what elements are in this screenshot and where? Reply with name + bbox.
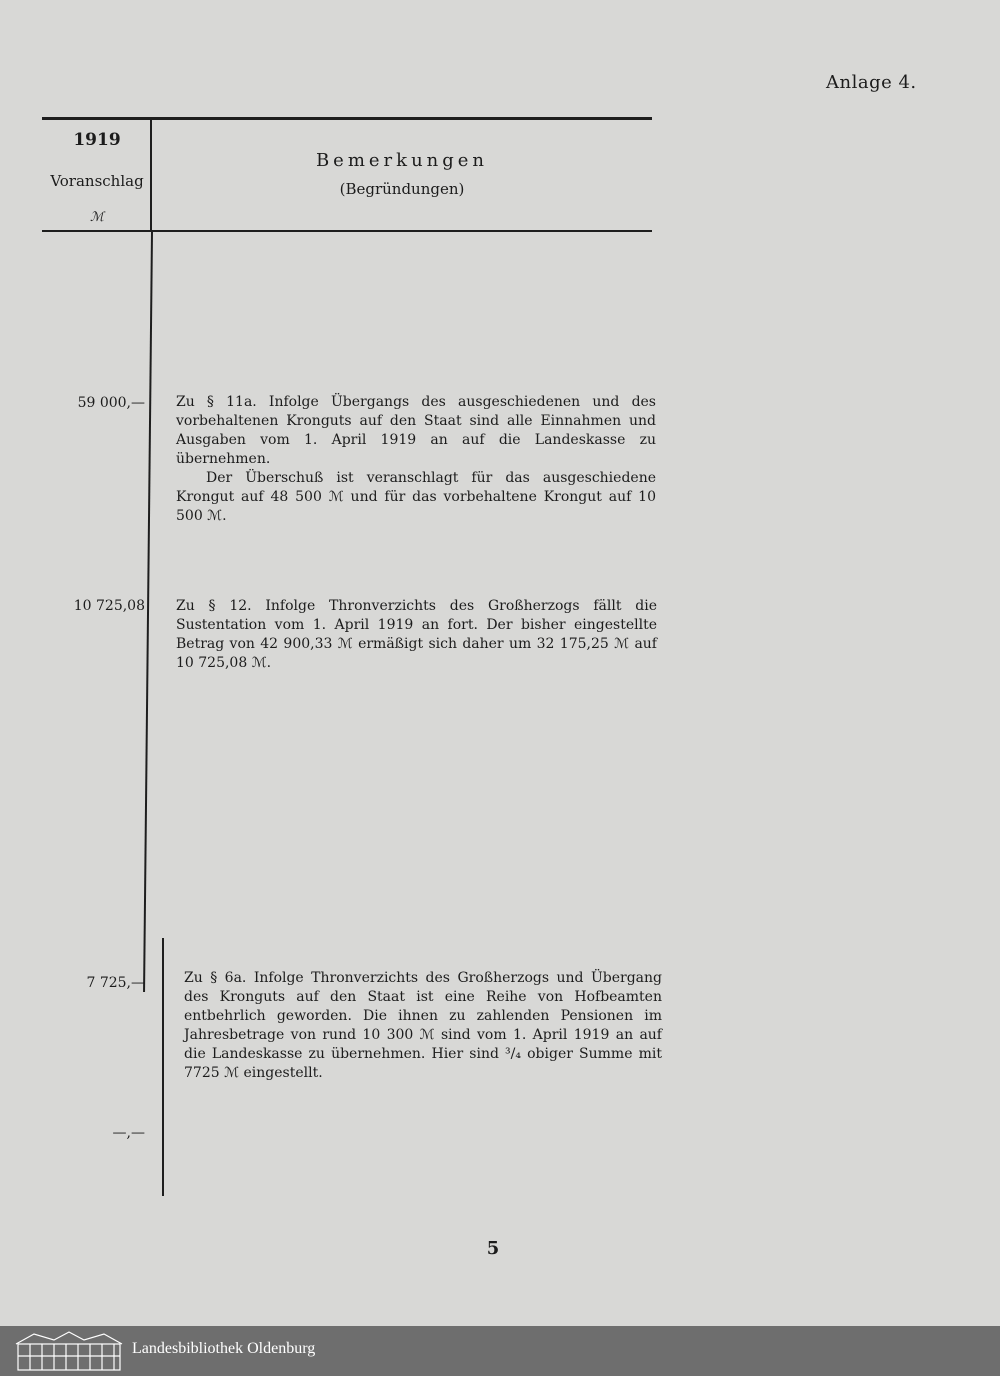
currency-unit-label: ℳ: [90, 210, 104, 225]
amount-entry-2: 10 725,08: [73, 598, 145, 614]
remarks-subheading: (Begründungen): [339, 180, 465, 198]
remark-paragraph: Zu § 6a. Infolge Thronverzichts des Großherzogs und Übergang des Kronguts auf den Staat ist eine Reihe von Hofbeamten entbehrlich geworden. Die ihnen zu zahlenden Pensionen im Jahresbetrage von rund 10 300 ℳ sind vom 1. April 1919 an auf die Landeskasse zu übernehmen. Hier sind ³/₄ obiger Summe mit 7725 ℳ eingestellt.: [184, 970, 662, 1081]
remark-entry-1: [176, 393, 656, 526]
header-bottom-rule: [42, 230, 652, 232]
library-building-icon: [14, 1330, 124, 1376]
amount-entry-4: —,—: [112, 1125, 145, 1141]
year-heading: 1919: [73, 130, 121, 150]
remark-entry-2: [176, 597, 657, 673]
header-column-divider: [150, 119, 152, 231]
remark-paragraph: Zu § 12. Infolge Thronverzichts des Großherzogs fällt die Sustentation vom 1. April 1919 an fort. Der bisher eingestellte Betrag von 42 900,33 ℳ ermäßigt sich daher um 32 175,25 ℳ auf 10 725,08 ℳ.: [176, 598, 657, 671]
library-footer-bar: [0, 1326, 1000, 1376]
body-column-divider-lower: [162, 938, 164, 1196]
remark-paragraph: Der Überschuß ist veranschlagt für das ausgeschiedene Krongut auf 48 500 ℳ und für das vorbehaltene Krongut auf 10 500 ℳ.: [176, 470, 656, 524]
remark-entry-3: [184, 969, 662, 1083]
annex-label: Anlage 4.: [826, 72, 917, 93]
remark-paragraph: Zu § 11a. Infolge Übergangs des ausgeschiedenen und des vorbehaltenen Kronguts auf den Staat sind alle Einnahmen und Ausgaben vom 1. April 1919 an auf die Landeskasse zu übernehmen.: [176, 394, 656, 467]
table-top-rule: [42, 117, 652, 120]
estimate-column-label: Voranschlag: [50, 172, 144, 190]
library-name: Landesbibliothek Oldenburg: [132, 1340, 316, 1357]
remarks-heading: Bemerkungen: [315, 150, 489, 171]
amount-entry-1: 59 000,—: [77, 395, 145, 411]
page-number: 5: [486, 1238, 500, 1259]
amount-entry-3: 7 725,—: [86, 975, 145, 991]
